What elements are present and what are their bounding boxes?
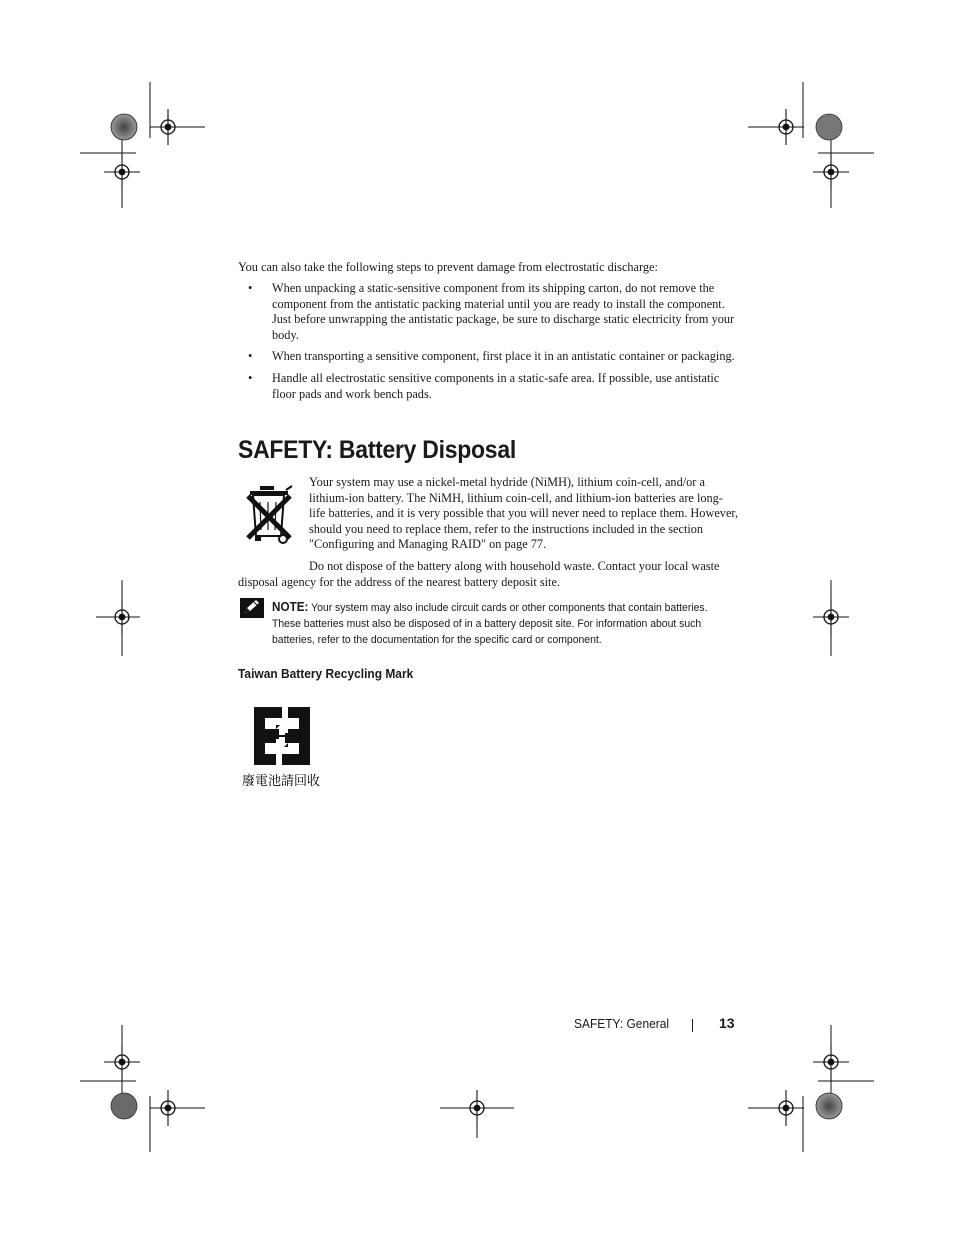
registration-mark-icon [813, 599, 849, 635]
registration-mark-icon [768, 1090, 804, 1126]
note-text: Your system may also include circuit cards or other components that contain batteries. These batteries must also be disposed of in a battery deposit site. For information about such batteries, refer to the documentation for the specific card or component. [272, 602, 708, 647]
pencil-note-icon [240, 598, 264, 618]
registration-mark-icon [150, 1090, 186, 1126]
registration-mark-icon [813, 154, 849, 190]
registration-mark-icon [104, 599, 140, 635]
list-item [238, 371, 738, 402]
registration-mark-icon [150, 109, 186, 145]
intro-paragraph: You can also take the following steps to prevent damage from electrostatic discharge: [238, 260, 658, 274]
list-item-text: When transporting a sensitive component, first place it in an antistatic container or packaging. [272, 349, 735, 364]
page-number: 13 [719, 1015, 735, 1031]
crossed-out-wheeled-bin-icon [246, 482, 296, 546]
color-wheel-icon [816, 114, 842, 140]
list-item-text: Handle all electrostatic sensitive components in a static-safe area. If possible, use antistatic floor pads and work bench pads. [272, 370, 720, 401]
section-heading: SAFETY: Battery Disposal [238, 436, 516, 464]
subheading: Taiwan Battery Recycling Mark [238, 666, 414, 681]
footer-separator [692, 1019, 693, 1032]
color-wheel-icon [816, 1093, 842, 1119]
list-item [238, 349, 738, 365]
battery-paragraph-2: Do not dispose of the battery along with household waste. Contact your local waste disposal agency for the address of the nearest battery deposit site. [238, 559, 720, 589]
registration-mark-icon [813, 1044, 849, 1080]
bullet-marker: • [248, 349, 253, 364]
color-wheel-icon [111, 1093, 137, 1119]
color-wheel-icon [111, 114, 137, 140]
registration-mark-icon [768, 109, 804, 145]
registration-mark-icon [104, 1044, 140, 1080]
recycle-caption: 廢電池請回收 [242, 774, 321, 789]
bullet-marker: • [248, 281, 253, 295]
battery-paragraph-1: Your system may use a nickel-metal hydride (NiMH), lithium coin-cell, and/or a lithium-ion battery. The NiMH, lithium coin-cell, and lithium-ion batteries are long-life batteries, and it is very possible that you will never need to replace them. However, should you need to replace them, refer to the instructions included in the section "Configuring and Managing RAID" on page 77. [309, 475, 739, 552]
bullet-marker: • [248, 370, 253, 385]
note-label: NOTE: [272, 600, 309, 614]
esd-bullet-list [238, 281, 738, 408]
taiwan-recycling-mark-icon [252, 705, 312, 767]
note-block [272, 599, 737, 649]
registration-mark-icon [459, 1090, 495, 1126]
footer-section-title: SAFETY: General [574, 1016, 670, 1031]
list-item [238, 281, 738, 343]
list-item-text: When unpacking a static-sensitive component from its shipping carton, do not remove the component from the antistatic packing material until you are ready to install the component. Just before unwrapping the antistatic package, be sure to discharge static electricity from your body. [272, 281, 735, 342]
registration-mark-icon [104, 154, 140, 190]
